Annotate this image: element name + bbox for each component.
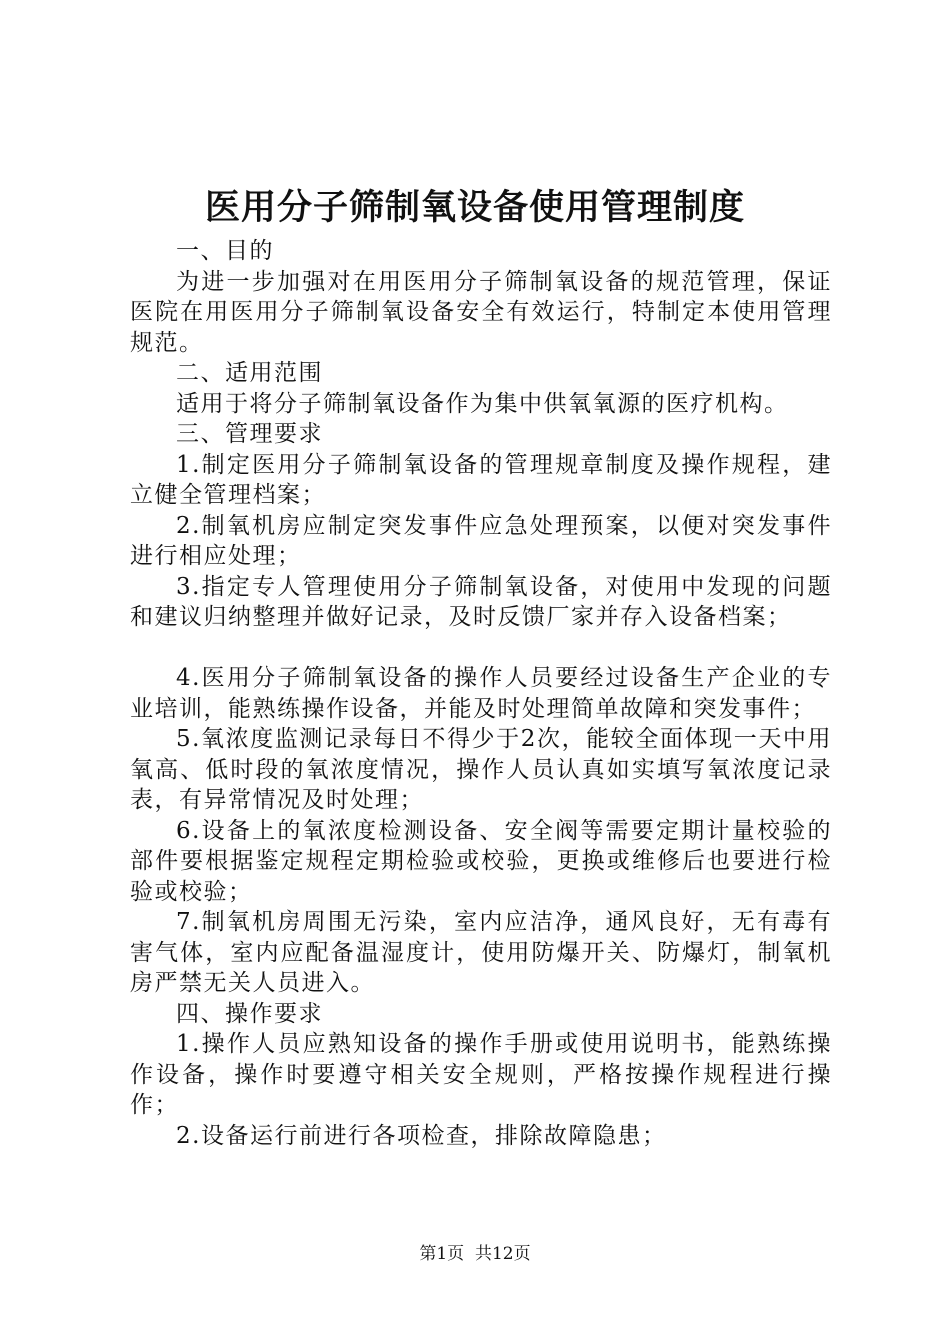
operation-item-1: 1.操作人员应熟知设备的操作手册或使用说明书，能熟练操作设备，操作时要遵守相关安全规则，严格按操作规程进行操作；: [130, 1031, 832, 1118]
paragraph-purpose: 为进一步加强对在用医用分子筛制氧设备的规范管理，保证医院在用医用分子筛制氧设备安全有效运行，特制定本使用管理规范。: [130, 268, 832, 356]
section-heading-management: 三、管理要求: [176, 421, 323, 447]
management-item-5: 5.氧浓度监测记录每日不得少于2次，能较全面体现一天中用氧高、低时段的氧浓度情况，操作人员认真如实填写氧浓度记录表，有异常情况及时处理；: [130, 726, 832, 813]
document-body: [130, 236, 832, 1151]
page-footer: [0, 1243, 950, 1265]
management-item-7: 7.制氧机房周围无污染，室内应洁净，通风良好，无有毒有害气体，室内应配备温湿度计，使用防爆开关、防爆灯，制氧机房严禁无关人员进入。: [130, 909, 832, 996]
section-heading-operation: 四、操作要求: [176, 1000, 323, 1027]
operation-item-2: 2.设备运行前进行各项检查，排除故障隐患；: [176, 1122, 667, 1149]
section-heading-purpose: 一、目的: [176, 238, 274, 264]
management-item-2: 2.制氧机房应制定突发事件应急处理预案，以便对突发事件进行相应处理；: [130, 512, 832, 569]
document-title: 医用分子筛制氧设备使用管理制度: [204, 187, 745, 228]
section-heading-scope: 二、适用范围: [176, 360, 323, 386]
management-item-3: 3.指定专人管理使用分子筛制氧设备，对使用中发现的问题和建议归纳整理并做好记录，及时反馈厂家并存入设备档案；: [130, 573, 832, 630]
management-item-6: 6.设备上的氧浓度检测设备、安全阀等需要定期计量校验的部件要根据鉴定规程定期检验或校验，更换或维修后也要进行检验或校验；: [130, 817, 832, 905]
page-number: 第1页 共12页: [419, 1244, 531, 1264]
management-item-4: 4.医用分子筛制氧设备的操作人员要经过设备生产企业的专业培训，能熟练操作设备，并能及时处理简单故障和突发事件；: [130, 665, 832, 722]
blank-line: [130, 633, 832, 664]
paragraph-scope: 适用于将分子筛制氧设备作为集中供氧氧源的医疗机构。: [176, 390, 789, 417]
management-item-1: 1.制定医用分子筛制氧设备的管理规章制度及操作规程，建立健全管理档案；: [130, 451, 832, 508]
